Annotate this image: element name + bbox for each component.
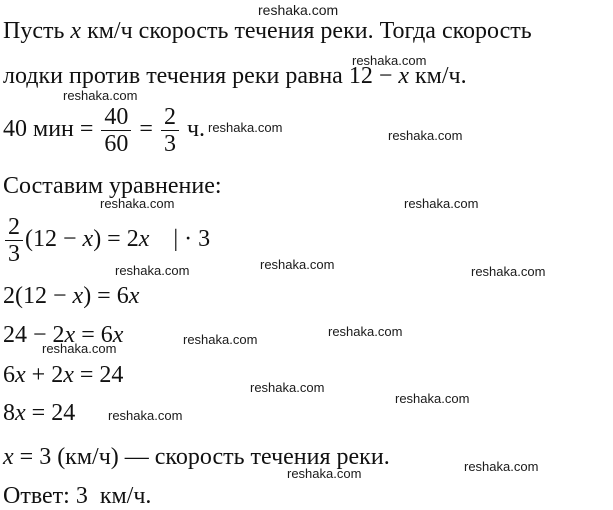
text: 24 − 2 (3, 322, 65, 348)
variable-x: x (3, 444, 14, 470)
text: Ответ: 3 км/ч. (3, 483, 152, 509)
watermark: reshaka.com (471, 264, 546, 279)
text: | · 3 (149, 226, 211, 253)
equation-line-6 (3, 282, 139, 310)
fraction (101, 104, 131, 157)
equation-line-7 (3, 321, 123, 349)
watermark: reshaka.com (183, 332, 258, 347)
variable-x: x (112, 322, 124, 348)
text: + 2 (25, 362, 64, 388)
denominator: 3 (163, 131, 176, 157)
text: = 24 (25, 400, 76, 426)
variable-x: x (138, 226, 150, 253)
variable-x: x (15, 400, 26, 426)
watermark: reshaka.com (258, 2, 339, 18)
text: = 6 (75, 322, 113, 348)
text-line-4 (3, 172, 222, 200)
variable-x: x (15, 362, 26, 388)
watermark: reshaka.com (100, 196, 175, 211)
text: 2(12 − (3, 283, 73, 309)
text: = 3 (км/ч) — скорость течения реки. (13, 444, 390, 470)
watermark: reshaka.com (328, 324, 403, 339)
text: 40 мин = (3, 116, 100, 143)
variable-x: x (63, 362, 74, 388)
variable-x: x (64, 322, 76, 348)
text: км/ч скорость течения реки. Тогда скорость (81, 18, 532, 44)
text: 6 (3, 362, 15, 388)
text-line-1 (3, 17, 532, 45)
text: Составим уравнение: (3, 173, 222, 199)
text: км/ч. (409, 63, 467, 89)
text: лодки против течения реки равна 12 − (3, 63, 399, 89)
variable-x: x (398, 63, 410, 89)
numerator: 2 (161, 104, 179, 131)
text-line-3 (3, 104, 205, 157)
equation-line-10 (3, 443, 390, 471)
watermark: reshaka.com (404, 196, 479, 211)
denominator: 60 (104, 131, 129, 157)
watermark: reshaka.com (260, 257, 335, 272)
watermark: reshaka.com (464, 459, 539, 474)
text: (12 − (25, 226, 83, 253)
watermark: reshaka.com (388, 128, 463, 143)
variable-x: x (128, 283, 140, 309)
denominator: 3 (8, 241, 20, 267)
watermark: reshaka.com (208, 120, 283, 135)
text: ) = 2 (93, 226, 139, 253)
watermark: reshaka.com (63, 88, 138, 103)
watermark: reshaka.com (395, 391, 470, 406)
numerator: 40 (101, 104, 131, 131)
fraction (161, 104, 179, 157)
watermark: reshaka.com (250, 380, 325, 395)
equation-line-8 (3, 361, 123, 389)
fraction (5, 214, 23, 267)
text: = (133, 116, 159, 143)
watermark: reshaka.com (352, 53, 427, 68)
text-line-2 (3, 62, 467, 90)
equation-line-9 (3, 399, 75, 427)
watermark: reshaka.com (115, 263, 190, 278)
equation-line-5 (3, 214, 210, 267)
watermark: reshaka.com (42, 341, 117, 356)
variable-x: x (70, 18, 82, 44)
numerator: 2 (5, 214, 23, 241)
watermark: reshaka.com (108, 408, 183, 423)
answer-line (3, 482, 151, 510)
variable-x: x (82, 226, 94, 253)
text: = 24 (73, 362, 124, 388)
text: 8 (3, 400, 15, 426)
text: Пусть (3, 18, 71, 44)
text: ч. (180, 116, 206, 143)
text: ) = 6 (83, 283, 129, 309)
variable-x: x (72, 283, 84, 309)
watermark: reshaka.com (287, 466, 362, 481)
